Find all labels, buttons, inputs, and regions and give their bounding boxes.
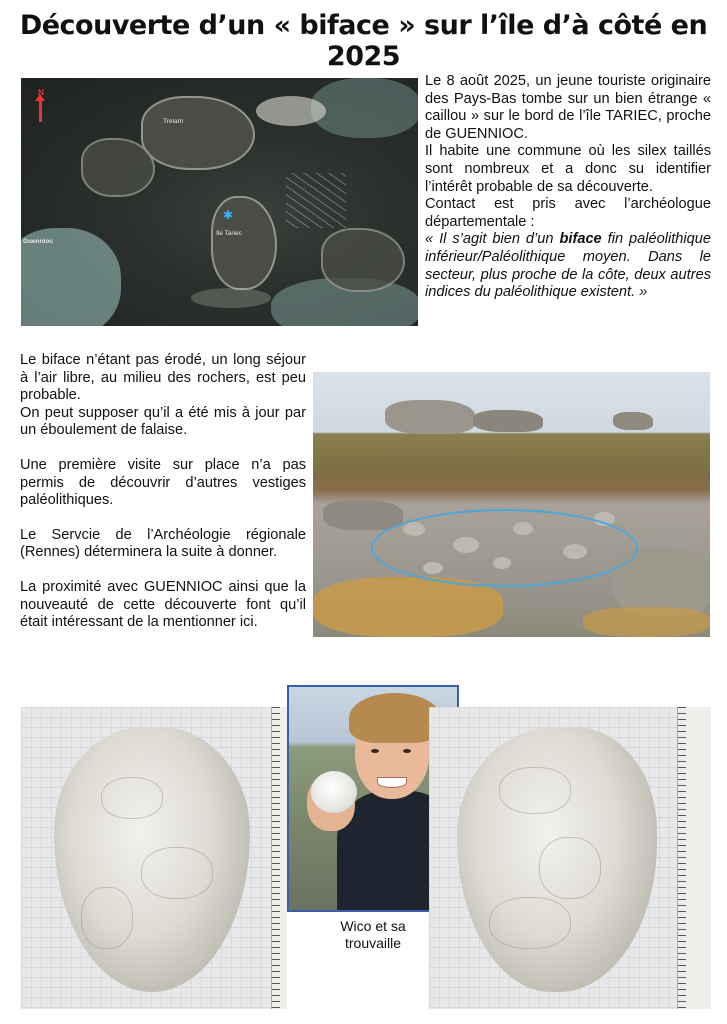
archaeologist-quote xyxy=(425,231,711,301)
shallow-water xyxy=(311,78,418,138)
island xyxy=(81,138,155,197)
intro-paragraph-3: Contact est pris avec l’archéologue départementale : xyxy=(425,196,711,230)
find-location-marker-icon: ✱ xyxy=(223,208,234,222)
intro-paragraph-2: Il habite une commune où les silex taillés sont nombreux et a donc su identifier l’intérêt probable de sa découverte. xyxy=(425,143,711,195)
intro-paragraph-1: Le 8 août 2025, un jeune touriste originaire des Pays-Bas tombe sur un bien étrange « caillou » sur le bord de l’île TARIEC, proche de GUENNIOC. xyxy=(425,73,711,142)
intro-text xyxy=(425,73,711,302)
portrait-caption: Wico et sa trouvaille xyxy=(340,918,406,951)
left-paragraph-5: La proximité avec GUENNIOC ainsi que la nouveauté de cette découverte font qu’il était intéressant de la mentionner ici. xyxy=(20,578,306,631)
lichen-rock xyxy=(583,607,710,637)
island-tariec xyxy=(211,196,277,290)
oyster-beds xyxy=(286,173,346,228)
scale-ruler xyxy=(271,707,287,1009)
left-paragraph-3: Une première visite sur place n’a pas permis de découvrir d’autres vestiges paléolithiques. xyxy=(20,456,306,509)
left-paragraph-2: On peut supposer qu’il a été mis à jour par un éboulement de falaise. xyxy=(20,404,306,439)
north-arrow-shaft xyxy=(39,98,42,122)
biface-photo-back xyxy=(429,707,711,1009)
island-trelam xyxy=(141,96,255,170)
page-title: Découverte d’un « biface » sur l’île d’à côté en 2025 xyxy=(19,10,708,72)
sandbank xyxy=(256,96,326,126)
boulder xyxy=(385,400,475,434)
boulder xyxy=(613,412,653,430)
map-label-trelam: Trelam xyxy=(163,118,183,125)
quote-rest: fin paléolithique inférieur/Paléolithique moyen. Dans le secteur, plus proche de la côte, deux autres indices du paléolithique existent. » xyxy=(425,231,711,301)
scale-ruler xyxy=(677,707,711,1009)
quote-bold-term: biface xyxy=(559,231,602,248)
satellite-map-image xyxy=(21,78,418,326)
sandbank xyxy=(191,288,271,308)
boulder xyxy=(473,410,543,432)
map-label-tariec: île Tariec xyxy=(216,230,242,237)
island xyxy=(321,228,405,292)
left-paragraph-4: Le Servcie de l’Archéologie régionale (Rennes) déterminera la suite à donner. xyxy=(20,526,306,561)
north-label: N xyxy=(38,88,44,97)
map-label-guennioc: Guennioc xyxy=(23,238,53,245)
site-landscape-photo xyxy=(313,372,710,637)
biface-in-hand xyxy=(311,771,357,813)
rock xyxy=(323,500,403,530)
quote-open: « Il s’agit bien d’un xyxy=(425,231,560,248)
biface-photo-front xyxy=(21,707,287,1009)
hair xyxy=(349,693,441,743)
left-text xyxy=(20,352,306,632)
find-area-ring xyxy=(371,509,638,587)
left-paragraph-1: Le biface n’étant pas érodé, un long séjour à l’air libre, au milieu des rochers, est peu probable. xyxy=(20,352,306,404)
